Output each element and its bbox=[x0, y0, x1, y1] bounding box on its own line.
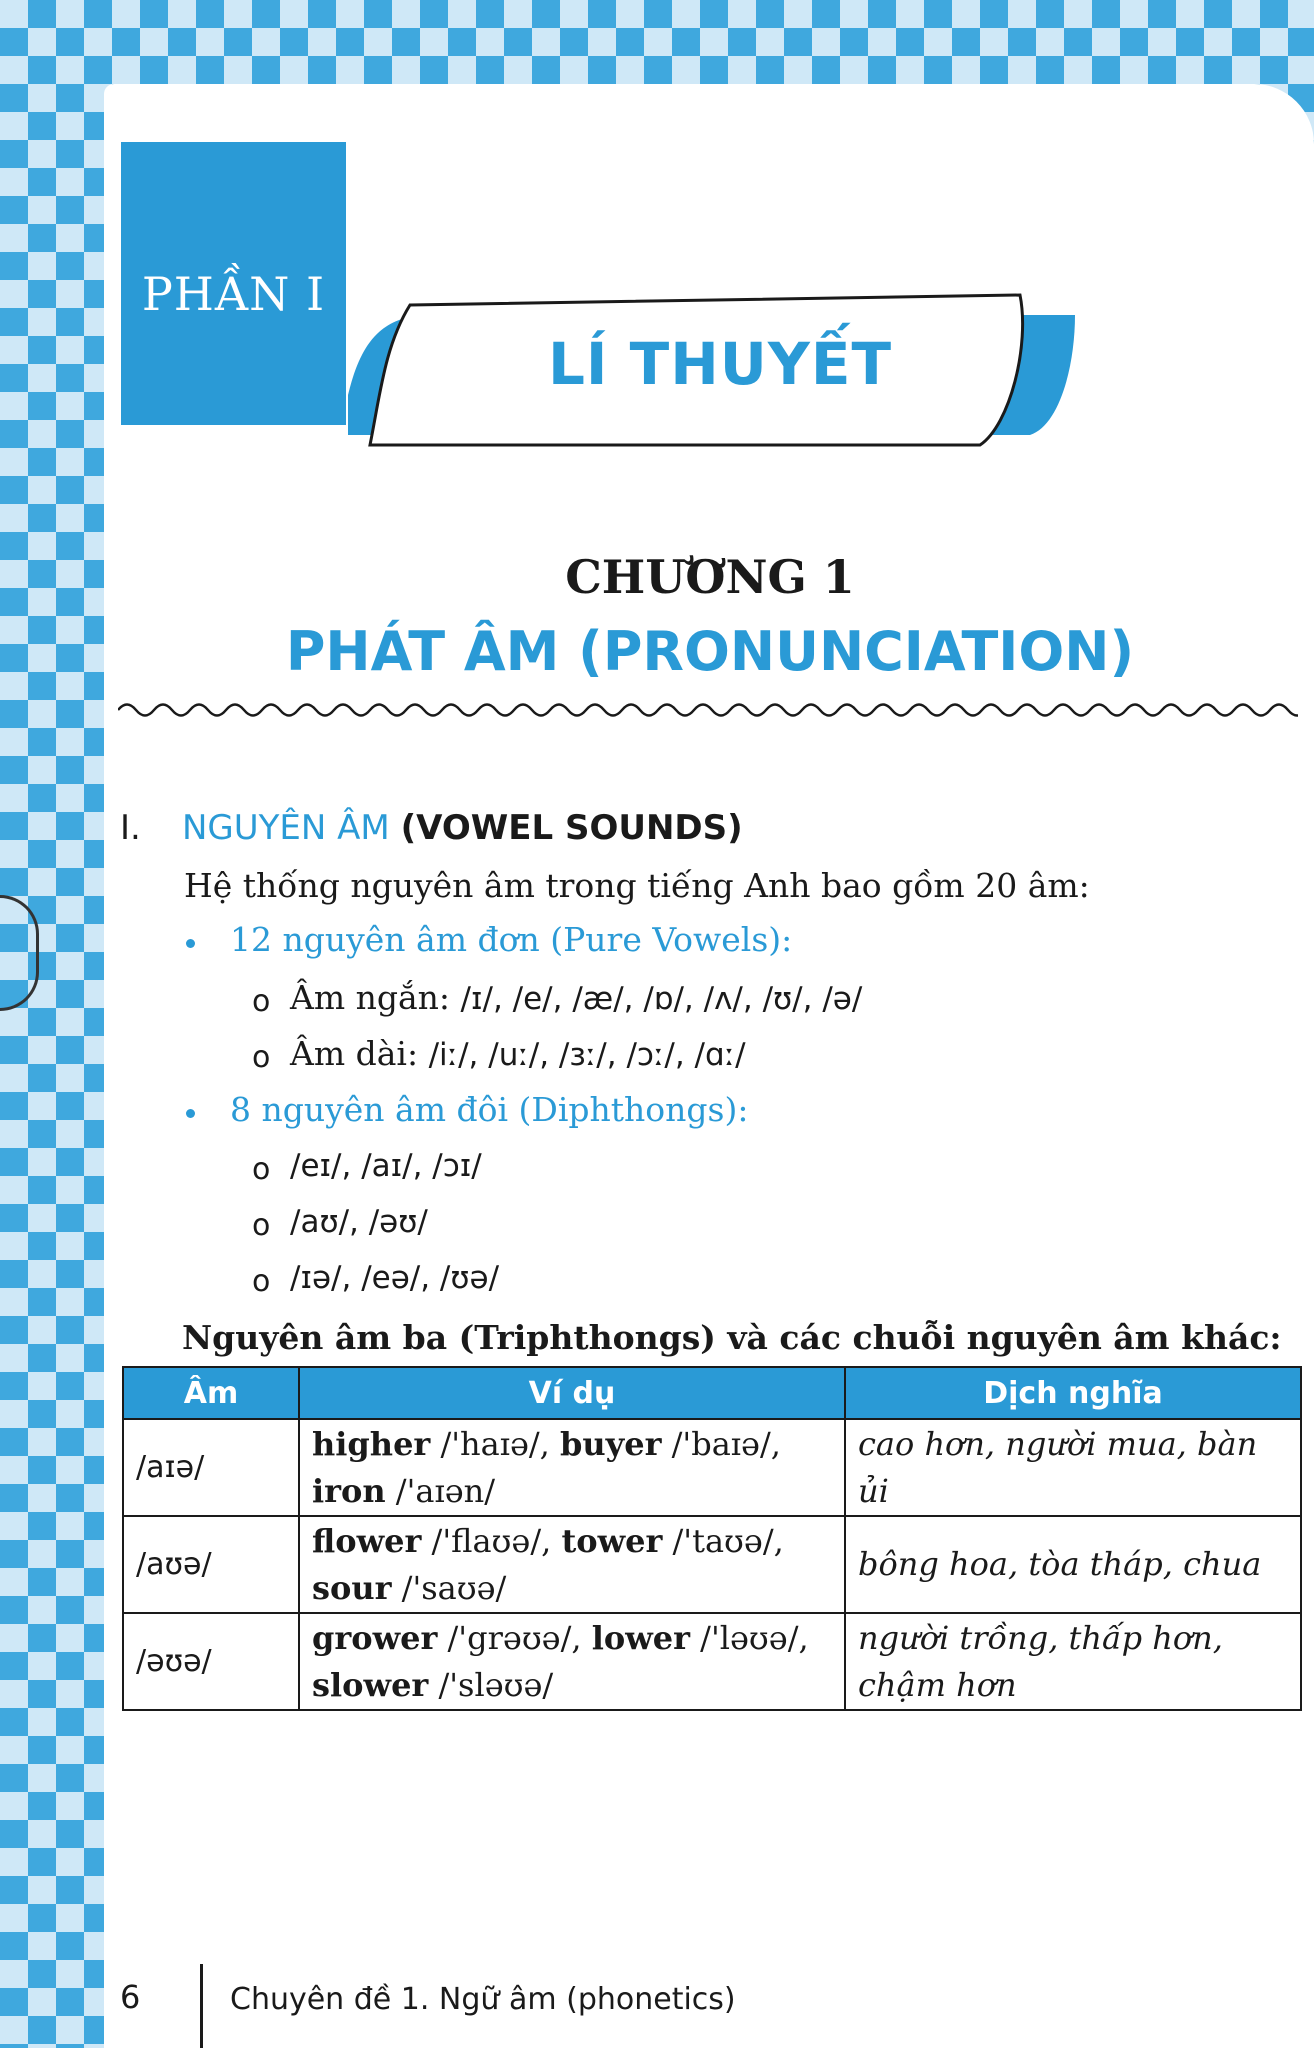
triphthong-heading: Nguyên âm ba (Triphthongs) và các chuỗi nguyên âm khác: bbox=[182, 1318, 1282, 1357]
diphthongs-label: 8 nguyên âm đôi (Diphthongs): bbox=[230, 1090, 749, 1129]
diphthong-line-1: /eɪ/, /aɪ/, /ɔɪ/ bbox=[290, 1148, 482, 1184]
footer-text: Chuyên đề 1. Ngữ âm (phonetics) bbox=[230, 1982, 736, 2017]
section-intro: Hệ thống nguyên âm trong tiếng Anh bao gồm 20 âm: bbox=[184, 866, 1090, 905]
bullet-dot-icon bbox=[186, 939, 195, 948]
footer-divider bbox=[200, 1964, 203, 2048]
column-header-meaning: Dịch nghĩa bbox=[845, 1367, 1301, 1419]
circle-bullet-icon: o bbox=[252, 1040, 271, 1075]
long-vowels-ipa: /iː/, /uː/, /ɜː/, /ɔː/, /ɑː/ bbox=[428, 1037, 746, 1073]
section-heading bbox=[120, 808, 743, 848]
circle-bullet-icon: o bbox=[252, 984, 271, 1019]
section-number: I. bbox=[120, 808, 141, 848]
part-label: PHẦN I bbox=[141, 267, 326, 321]
meaning-cell: người trồng, thấp hơn, chậm hơn bbox=[845, 1613, 1301, 1710]
pure-vowels-label: 12 nguyên âm đơn (Pure Vowels): bbox=[230, 920, 793, 959]
table-header-row bbox=[123, 1367, 1301, 1419]
example-cell: higher /'haɪə/, buyer /'baɪə/, iron /'aɪən/ bbox=[299, 1419, 845, 1516]
table-row bbox=[123, 1419, 1301, 1516]
column-header-sound: Âm bbox=[123, 1367, 299, 1419]
sound-cell: /əʊə/ bbox=[123, 1613, 299, 1710]
table-row bbox=[123, 1613, 1301, 1710]
triphthong-table bbox=[122, 1366, 1302, 1711]
table-row bbox=[123, 1516, 1301, 1613]
circle-bullet-icon: o bbox=[252, 1208, 271, 1243]
part-title: LÍ THUYẾT bbox=[547, 330, 893, 398]
binding-clip-mark bbox=[0, 895, 39, 1011]
part-label-box bbox=[121, 142, 346, 425]
section-title-en: (VOWEL SOUNDS) bbox=[400, 808, 743, 848]
bullet-dot-icon bbox=[186, 1109, 195, 1118]
meaning-cell: cao hơn, người mua, bàn ủi bbox=[845, 1419, 1301, 1516]
meaning-cell: bông hoa, tòa tháp, chua bbox=[845, 1516, 1301, 1613]
sound-cell: /aɪə/ bbox=[123, 1419, 299, 1516]
circle-bullet-icon: o bbox=[252, 1152, 271, 1187]
sound-cell: /aʊə/ bbox=[123, 1516, 299, 1613]
chapter-number: CHƯƠNG 1 bbox=[565, 550, 855, 604]
short-vowels-line: Âm ngắn: /ɪ/, /e/, /æ/, /ɒ/, /ʌ/, /ʊ/, /ə/ bbox=[290, 978, 863, 1017]
page-number: 6 bbox=[120, 1978, 141, 2016]
circle-bullet-icon: o bbox=[252, 1264, 271, 1299]
chapter-title: PHÁT ÂM (PRONUNCIATION) bbox=[285, 620, 1135, 683]
long-vowels-line: Âm dài: /iː/, /uː/, /ɜː/, /ɔː/, /ɑː/ bbox=[290, 1034, 746, 1073]
diphthong-line-2: /aʊ/, /əʊ/ bbox=[290, 1204, 428, 1240]
diphthong-line-3: /ɪə/, /eə/, /ʊə/ bbox=[290, 1260, 500, 1296]
example-cell: grower /'grəʊə/, lower /'ləʊə/, slower /'sləʊə/ bbox=[299, 1613, 845, 1710]
short-vowels-ipa: /ɪ/, /e/, /æ/, /ɒ/, /ʌ/, /ʊ/, /ə/ bbox=[460, 981, 863, 1017]
section-title-vi: NGUYÊN ÂM bbox=[182, 808, 390, 848]
wavy-divider bbox=[118, 697, 1298, 723]
column-header-example: Ví dụ bbox=[299, 1367, 845, 1419]
example-cell: flower /'flaʊə/, tower /'taʊə/, sour /'saʊə/ bbox=[299, 1516, 845, 1613]
